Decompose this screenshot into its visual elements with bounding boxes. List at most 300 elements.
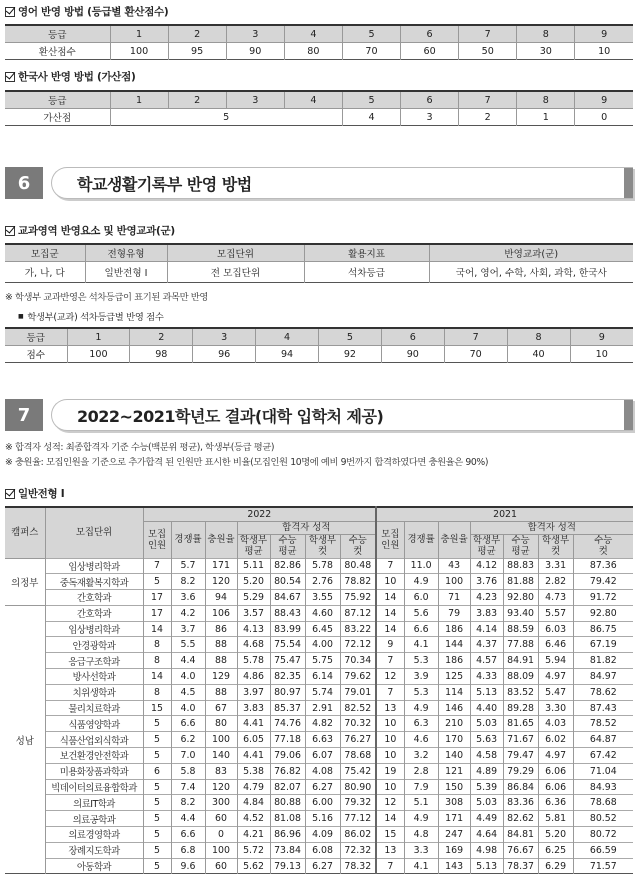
table-row <box>5 653 633 669</box>
value-cell: 88 <box>205 653 237 669</box>
unit-cell: 임상병리학과 <box>45 621 143 637</box>
value-cell: 6.27 <box>305 779 340 795</box>
value-cell: 3.2 <box>404 748 438 764</box>
value-cell: 4.09 <box>305 827 340 843</box>
value-cell: 140 <box>438 748 470 764</box>
value-cell: 79.13 <box>270 858 305 874</box>
value-cell: 75.47 <box>270 653 305 669</box>
value-cell: 5 <box>143 858 171 874</box>
h-year-2021: 2021 <box>376 507 633 521</box>
value-cell: 94 <box>205 590 237 606</box>
value-cell: 4.13 <box>237 621 270 637</box>
eng-table <box>5 24 633 60</box>
value-cell: 5.81 <box>538 811 573 827</box>
value-cell: 2.82 <box>538 574 573 590</box>
unit-cell: 장례지도학과 <box>45 842 143 858</box>
h-year-2022: 2022 <box>143 507 376 521</box>
value-cell: 70.32 <box>340 716 376 732</box>
value-cell: 88.59 <box>503 621 538 637</box>
value-cell: 78.37 <box>503 858 538 874</box>
value-cell: 12 <box>376 795 404 811</box>
subj-header-row <box>5 244 633 262</box>
value-cell: 77.12 <box>340 811 376 827</box>
value-cell: 7.4 <box>171 779 205 795</box>
value-cell: 5.16 <box>305 811 340 827</box>
value-cell: 2.76 <box>305 574 340 590</box>
value-cell: 86.96 <box>270 827 305 843</box>
subj-unit: 전 모집단위 <box>167 262 304 283</box>
value-cell: 4.49 <box>470 811 503 827</box>
section-title: 학교생활기록부 반영 방법 <box>77 174 252 194</box>
value-cell: 6.45 <box>305 621 340 637</box>
subj-h-group: 모집군 <box>5 244 85 262</box>
value-cell: 79.47 <box>503 748 538 764</box>
value-cell: 10 <box>376 716 404 732</box>
value-cell: 100 <box>205 732 237 748</box>
subj-h-unit: 모집단위 <box>167 244 304 262</box>
h-comp-2021: 경쟁률 <box>404 521 438 558</box>
value-cell: 171 <box>205 558 237 574</box>
value-cell: 4.33 <box>470 669 503 685</box>
grade-cell-2: 3 <box>193 328 256 346</box>
value-cell: 80 <box>205 716 237 732</box>
eng-score-row <box>5 43 633 60</box>
value-cell: 3.31 <box>538 558 573 574</box>
value-cell: 144 <box>438 637 470 653</box>
value-cell: 88.43 <box>270 605 305 621</box>
value-cell: 75.42 <box>340 763 376 779</box>
value-cell: 4.97 <box>538 748 573 764</box>
grade-cell-5: 6 <box>401 91 459 109</box>
value-cell: 4.4 <box>171 811 205 827</box>
hist-row-label: 가산점 <box>5 109 110 126</box>
value-cell: 106 <box>205 605 237 621</box>
unit-cell: 안경광학과 <box>45 637 143 653</box>
grade-cell-0: 1 <box>110 91 168 109</box>
table-row <box>5 842 633 858</box>
value-cell: 87.36 <box>573 558 633 574</box>
value-cell: 4.08 <box>305 763 340 779</box>
value-cell: 78.62 <box>573 684 633 700</box>
score-cell-8: 0 <box>575 109 633 126</box>
value-cell: 300 <box>205 795 237 811</box>
hist-table <box>5 90 633 126</box>
value-cell: 3.6 <box>171 590 205 606</box>
note-fill-rate: ※ 충원율: 모집인원을 기준으로 추가합격 된 인원만 표시한 비율(모집인원 10명에 예비 9번까지 합격하였다면 충원율은 90%) <box>5 457 489 468</box>
value-cell: 84.91 <box>503 653 538 669</box>
score-cell-8: 10 <box>575 43 633 60</box>
h-sub-2021-1: 수능 평균 <box>503 534 538 558</box>
table-row <box>5 558 633 574</box>
table-row <box>5 590 633 606</box>
value-cell: 43 <box>438 558 470 574</box>
value-cell: 4.9 <box>404 811 438 827</box>
score-cell-4: 4 <box>342 109 400 126</box>
value-cell: 15 <box>143 700 171 716</box>
grade-cell-8: 9 <box>575 91 633 109</box>
value-cell: 3.7 <box>171 621 205 637</box>
value-cell: 6.08 <box>305 842 340 858</box>
value-cell: 6.8 <box>171 842 205 858</box>
value-cell: 121 <box>438 763 470 779</box>
h-sub-2022-2: 학생부 컷 <box>305 534 340 558</box>
table-row <box>5 637 633 653</box>
score-cell-7: 1 <box>517 109 575 126</box>
rank-score-row <box>5 346 633 363</box>
value-cell: 6.36 <box>538 795 573 811</box>
h-quota-2021: 모집 인원 <box>376 521 404 558</box>
value-cell: 6.06 <box>538 779 573 795</box>
value-cell: 10 <box>376 574 404 590</box>
value-cell: 4.12 <box>470 558 503 574</box>
value-cell: 79.06 <box>270 748 305 764</box>
value-cell: 92.80 <box>573 605 633 621</box>
value-cell: 93.40 <box>503 605 538 621</box>
value-cell: 14 <box>376 621 404 637</box>
value-cell: 86.02 <box>340 827 376 843</box>
unit-cell: 물리치료학과 <box>45 700 143 716</box>
value-cell: 4.41 <box>237 748 270 764</box>
value-cell: 114 <box>438 684 470 700</box>
grade-cell-7: 8 <box>517 91 575 109</box>
grade-cell-2: 3 <box>226 25 284 43</box>
value-cell: 5 <box>143 842 171 858</box>
unit-cell: 식품영양학과 <box>45 716 143 732</box>
value-cell: 4.60 <box>305 605 340 621</box>
value-cell: 88.83 <box>503 558 538 574</box>
value-cell: 75.54 <box>270 637 305 653</box>
value-cell: 6 <box>143 763 171 779</box>
value-cell: 8.2 <box>171 574 205 590</box>
value-cell: 79.42 <box>573 574 633 590</box>
value-cell: 4.84 <box>237 795 270 811</box>
value-cell: 5.63 <box>470 732 503 748</box>
value-cell: 169 <box>438 842 470 858</box>
value-cell: 70.34 <box>340 653 376 669</box>
value-cell: 5.03 <box>470 716 503 732</box>
table-row <box>5 621 633 637</box>
value-cell: 186 <box>438 653 470 669</box>
score-cell-8: 10 <box>570 346 633 363</box>
value-cell: 92.80 <box>503 590 538 606</box>
value-cell: 83.36 <box>503 795 538 811</box>
unit-cell: 아동학과 <box>45 858 143 874</box>
value-cell: 6.6 <box>171 827 205 843</box>
value-cell: 78.68 <box>340 748 376 764</box>
value-cell: 7 <box>376 558 404 574</box>
result-body <box>5 558 633 874</box>
value-cell: 85.37 <box>270 700 305 716</box>
value-cell: 125 <box>438 669 470 685</box>
rank-table <box>5 327 633 363</box>
value-cell: 86.75 <box>573 621 633 637</box>
subj-table <box>5 243 633 283</box>
value-cell: 6.00 <box>305 795 340 811</box>
value-cell: 3.55 <box>305 590 340 606</box>
value-cell: 129 <box>205 669 237 685</box>
value-cell: 4.1 <box>404 858 438 874</box>
value-cell: 5.78 <box>237 653 270 669</box>
section-7-banner <box>5 399 633 431</box>
grade-cell-6: 7 <box>444 328 507 346</box>
value-cell: 5 <box>143 574 171 590</box>
value-cell: 4.00 <box>305 637 340 653</box>
value-cell: 72.32 <box>340 842 376 858</box>
value-cell: 6.46 <box>538 637 573 653</box>
value-cell: 79.62 <box>340 669 376 685</box>
subj-bullet: ■ 학생부(교과) 석차등급별 반영 점수 <box>18 309 164 323</box>
value-cell: 5.38 <box>237 763 270 779</box>
table-row <box>5 827 633 843</box>
table-row <box>5 700 633 716</box>
value-cell: 5.6 <box>404 605 438 621</box>
score-cell-5: 3 <box>401 109 459 126</box>
unit-cell: 중독재활복지학과 <box>45 574 143 590</box>
value-cell: 3.9 <box>404 669 438 685</box>
value-cell: 7 <box>376 858 404 874</box>
value-cell: 5.29 <box>237 590 270 606</box>
value-cell: 82.52 <box>340 700 376 716</box>
value-cell: 86 <box>205 621 237 637</box>
subj-note: ※ 학생부 교과반영은 석차등급이 표기된 과목만 반영 <box>5 292 208 303</box>
score-cell-1: 98 <box>130 346 193 363</box>
table-row <box>5 779 633 795</box>
value-cell: 83 <box>205 763 237 779</box>
value-cell: 6.25 <box>538 842 573 858</box>
value-cell: 4.9 <box>404 700 438 716</box>
value-cell: 4.4 <box>171 653 205 669</box>
grade-cell-4: 5 <box>342 25 400 43</box>
table-row <box>5 574 633 590</box>
value-cell: 4.82 <box>305 716 340 732</box>
value-cell: 5.47 <box>538 684 573 700</box>
value-cell: 5.20 <box>237 574 270 590</box>
value-cell: 60 <box>205 858 237 874</box>
value-cell: 5.3 <box>404 653 438 669</box>
grade-cell-6: 7 <box>459 91 517 109</box>
value-cell: 88.09 <box>503 669 538 685</box>
value-cell: 66.59 <box>573 842 633 858</box>
h-sub-2021-2: 학생부 컷 <box>538 534 573 558</box>
unit-cell: 식품산업외식학과 <box>45 732 143 748</box>
value-cell: 4.5 <box>171 684 205 700</box>
score-cell-7: 30 <box>517 43 575 60</box>
value-cell: 5.94 <box>538 653 573 669</box>
grade-cell-1: 2 <box>168 91 226 109</box>
subj-group: 가, 나, 다 <box>5 262 85 283</box>
value-cell: 71.57 <box>573 858 633 874</box>
subj-index: 석차등급 <box>304 262 429 283</box>
grade-cell-3: 4 <box>256 328 319 346</box>
value-cell: 7.0 <box>171 748 205 764</box>
value-cell: 77.18 <box>270 732 305 748</box>
value-cell: 4.79 <box>237 779 270 795</box>
value-cell: 67.42 <box>573 748 633 764</box>
score-cell-6: 50 <box>459 43 517 60</box>
value-cell: 76.67 <box>503 842 538 858</box>
value-cell: 3.83 <box>237 700 270 716</box>
value-cell: 14 <box>143 621 171 637</box>
grade-cell-8: 9 <box>575 25 633 43</box>
value-cell: 4.23 <box>470 590 503 606</box>
value-cell: 5 <box>143 827 171 843</box>
value-cell: 4.9 <box>404 574 438 590</box>
value-cell: 9.6 <box>171 858 205 874</box>
value-cell: 14 <box>376 590 404 606</box>
value-cell: 86.84 <box>503 779 538 795</box>
value-cell: 6.03 <box>538 621 573 637</box>
h-sub-2022-3: 수능 컷 <box>340 534 376 558</box>
value-cell: 5 <box>143 811 171 827</box>
value-cell: 84.93 <box>573 779 633 795</box>
value-cell: 12 <box>376 669 404 685</box>
section-number: 7 <box>5 399 43 431</box>
value-cell: 10 <box>376 779 404 795</box>
value-cell: 5.62 <box>237 858 270 874</box>
value-cell: 5.7 <box>171 558 205 574</box>
value-cell: 4.14 <box>470 621 503 637</box>
grade-cell-0: 1 <box>67 328 130 346</box>
value-cell: 9 <box>376 637 404 653</box>
value-cell: 4.57 <box>470 653 503 669</box>
unit-cell: 의료IT학과 <box>45 795 143 811</box>
table-row <box>5 669 633 685</box>
h-unit: 모집단위 <box>45 507 143 558</box>
eng-header-row <box>5 25 633 43</box>
campus-cell: 의정부 <box>5 558 45 605</box>
value-cell: 100 <box>438 574 470 590</box>
value-cell: 5.57 <box>538 605 573 621</box>
value-cell: 6.29 <box>538 858 573 874</box>
value-cell: 72.12 <box>340 637 376 653</box>
value-cell: 77.88 <box>503 637 538 653</box>
value-cell: 5.20 <box>538 827 573 843</box>
value-cell: 5 <box>143 795 171 811</box>
value-cell: 4.98 <box>470 842 503 858</box>
value-cell: 80.72 <box>573 827 633 843</box>
grade-cell-0: 1 <box>110 25 168 43</box>
value-cell: 5.8 <box>171 763 205 779</box>
value-cell: 64.87 <box>573 732 633 748</box>
score-cell-5: 60 <box>401 43 459 60</box>
value-cell: 71 <box>438 590 470 606</box>
value-cell: 80.97 <box>270 684 305 700</box>
value-cell: 5.74 <box>305 684 340 700</box>
value-cell: 14 <box>143 669 171 685</box>
value-cell: 6.3 <box>404 716 438 732</box>
value-cell: 71.04 <box>573 763 633 779</box>
value-cell: 3.83 <box>470 605 503 621</box>
score-cell-3: 80 <box>284 43 342 60</box>
value-cell: 4.0 <box>171 669 205 685</box>
unit-cell: 간호학과 <box>45 590 143 606</box>
value-cell: 247 <box>438 827 470 843</box>
value-cell: 4.37 <box>470 637 503 653</box>
value-cell: 80.54 <box>270 574 305 590</box>
value-cell: 14 <box>376 605 404 621</box>
value-cell: 4.03 <box>538 716 573 732</box>
checkbox-icon <box>5 72 15 82</box>
table-row <box>5 795 633 811</box>
value-cell: 87.43 <box>573 700 633 716</box>
value-cell: 80.90 <box>340 779 376 795</box>
h-sub-2022-1: 수능 평균 <box>270 534 305 558</box>
value-cell: 73.84 <box>270 842 305 858</box>
score-cell-0: 100 <box>67 346 130 363</box>
value-cell: 5.3 <box>404 684 438 700</box>
value-cell: 8 <box>143 637 171 653</box>
value-cell: 76.82 <box>270 763 305 779</box>
grade-cell-1: 2 <box>130 328 193 346</box>
table-row <box>5 763 633 779</box>
value-cell: 19 <box>376 763 404 779</box>
value-cell: 8 <box>143 653 171 669</box>
value-cell: 91.72 <box>573 590 633 606</box>
score-cell-2: 90 <box>226 43 284 60</box>
table-row <box>5 748 633 764</box>
hist-head-label: 등급 <box>5 91 110 109</box>
checkbox-icon <box>5 226 15 236</box>
unit-cell: 빅데이터의료융합학과 <box>45 779 143 795</box>
value-cell: 2.91 <box>305 700 340 716</box>
score-cell-6: 2 <box>459 109 517 126</box>
value-cell: 6.07 <box>305 748 340 764</box>
unit-cell: 치위생학과 <box>45 684 143 700</box>
value-cell: 4.52 <box>237 811 270 827</box>
h-fill-2021: 충원율 <box>438 521 470 558</box>
value-cell: 80.48 <box>340 558 376 574</box>
subj-h-type: 전형유형 <box>85 244 167 262</box>
value-cell: 84.67 <box>270 590 305 606</box>
table-row <box>5 684 633 700</box>
value-cell: 120 <box>205 779 237 795</box>
value-cell: 15 <box>376 827 404 843</box>
value-cell: 7 <box>376 653 404 669</box>
value-cell: 6.05 <box>237 732 270 748</box>
score-cell-7: 40 <box>507 346 570 363</box>
value-cell: 75.92 <box>340 590 376 606</box>
value-cell: 4.68 <box>237 637 270 653</box>
value-cell: 8.2 <box>171 795 205 811</box>
value-cell: 5.1 <box>404 795 438 811</box>
value-cell: 5 <box>143 748 171 764</box>
rank-row-label: 점수 <box>5 346 67 363</box>
eng-row-label: 환산점수 <box>5 43 110 60</box>
value-cell: 6.63 <box>305 732 340 748</box>
hist-header-row <box>5 91 633 109</box>
value-cell: 10 <box>376 748 404 764</box>
subj-h-subjects: 반영교과(군) <box>429 244 633 262</box>
value-cell: 6.6 <box>171 716 205 732</box>
h-scores-2021: 합격자 성적 <box>470 521 633 534</box>
unit-cell: 간호학과 <box>45 605 143 621</box>
value-cell: 6.02 <box>538 732 573 748</box>
value-cell: 5.5 <box>171 637 205 653</box>
value-cell: 81.65 <box>503 716 538 732</box>
value-cell: 170 <box>438 732 470 748</box>
value-cell: 4.21 <box>237 827 270 843</box>
value-cell: 3.57 <box>237 605 270 621</box>
h-fill-2022: 충원율 <box>205 521 237 558</box>
h-scores-2022: 합격자 성적 <box>237 521 376 534</box>
value-cell: 4.8 <box>404 827 438 843</box>
grade-cell-6: 7 <box>459 25 517 43</box>
subj-type: 일반전형 I <box>85 262 167 283</box>
value-cell: 6.06 <box>538 763 573 779</box>
section-6-banner <box>5 167 633 199</box>
score-cell-4: 92 <box>319 346 382 363</box>
grade-cell-8: 9 <box>570 328 633 346</box>
